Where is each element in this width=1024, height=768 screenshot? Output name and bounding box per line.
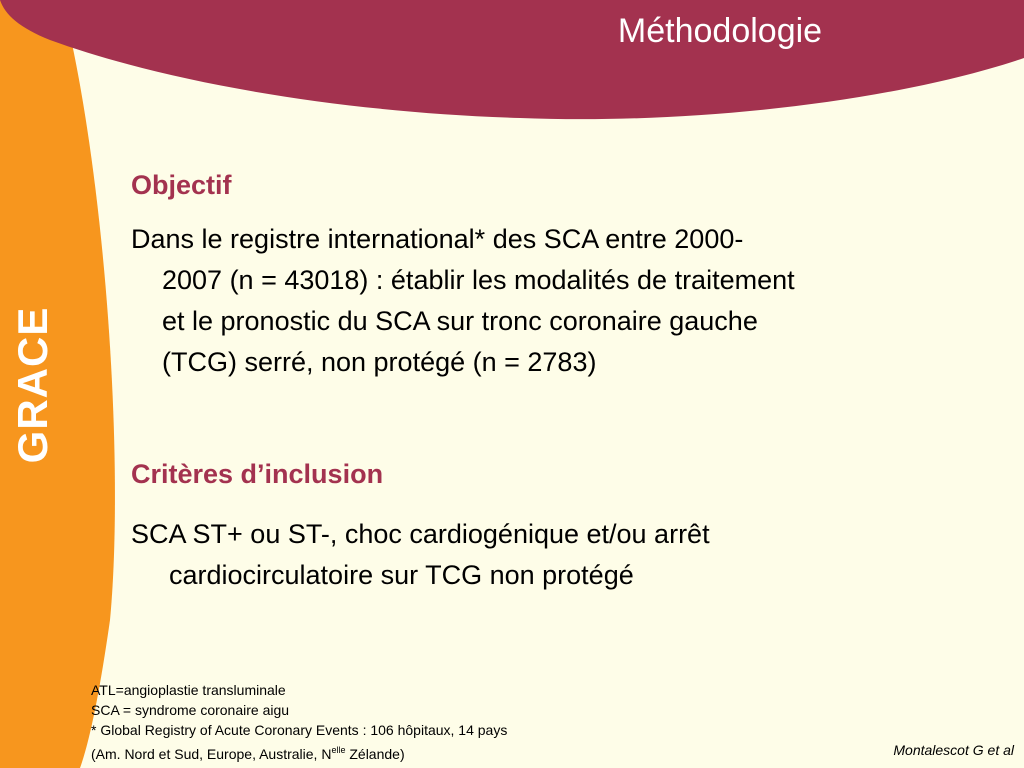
- objective-line: (TCG) serré, non protégé (n = 2783): [162, 347, 597, 377]
- inclusion-heading: Critères d’inclusion: [131, 459, 384, 489]
- side-label-grace: GRACE: [9, 306, 56, 464]
- objective-heading: Objectif: [131, 170, 232, 200]
- footnote-grace: * Global Registry of Acute Coronary Events : 106 hôpitaux, 14 pays: [91, 722, 508, 738]
- citation: Montalescot G et al: [893, 742, 1014, 758]
- slide-title: Méthodologie: [617, 12, 823, 50]
- objective-text: [131, 219, 981, 383]
- inclusion-line: SCA ST+ ou ST-, choc cardiogénique et/ou arrêt: [131, 519, 710, 549]
- objective-line: 2007 (n = 43018) : établir les modalités de traitement: [162, 265, 795, 295]
- footnote-superscript: elle: [331, 745, 346, 755]
- footnotes: [91, 680, 507, 764]
- footnote-regions-text: (Am. Nord et Sud, Europe, Australie, N: [91, 746, 332, 762]
- footnote-regions-end: Zélande): [345, 746, 405, 762]
- footnote-regions: [91, 740, 507, 764]
- objective-line: Dans le registre international* des SCA entre 2000-: [131, 224, 744, 254]
- inclusion-line: cardiocirculatoire sur TCG non protégé: [169, 560, 634, 590]
- footnote-sca: SCA = syndrome coronaire aigu: [91, 702, 290, 718]
- inclusion-text: [131, 514, 981, 596]
- objective-line: et le pronostic du SCA sur tronc coronaire gauche: [162, 306, 758, 336]
- footnote-atl: ATL=angioplastie transluminale: [91, 682, 286, 698]
